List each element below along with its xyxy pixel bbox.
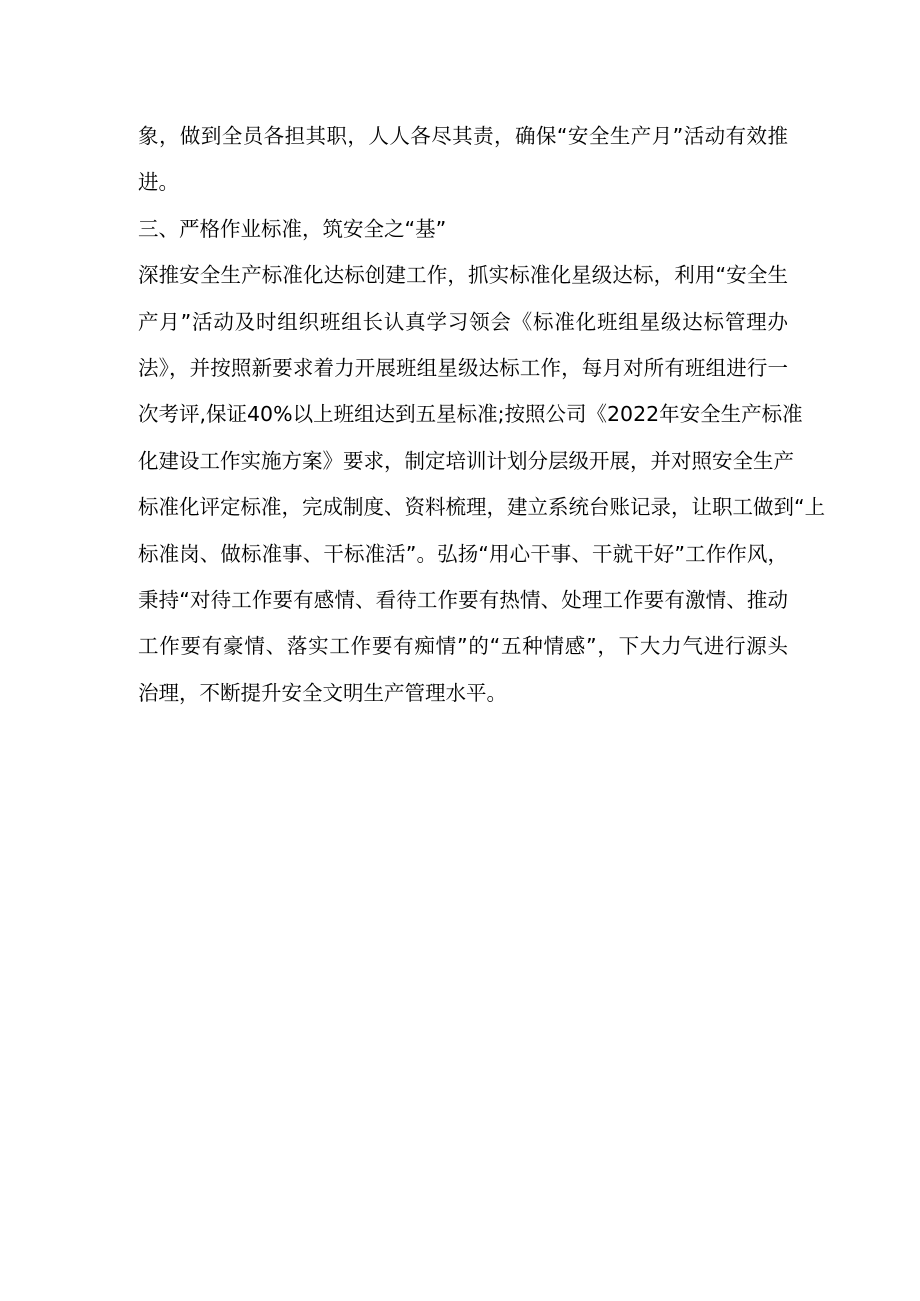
continuation-line-1: 象，做到全员各担其职，人人各尽其责，确保“安全生产月”活动有效推 <box>138 124 788 148</box>
continuation-line-2: 进。 <box>138 170 179 195</box>
paragraph-line-8: 秉持“对待工作要有感情、看待工作要有热情、处理工作要有激情、推动 <box>138 587 788 612</box>
paragraph-line-7: 标准岗、做标准事、干标准活”。弘扬“用心干事、干就干好”工作作风， <box>138 541 788 566</box>
paragraph-line-5: 化建设工作实施方案》要求，制定培训计划分层级开展，并对照安全生产 <box>138 448 794 473</box>
paragraph-line-4: 次考评,保证40%以上班组达到五星标准;按照公司《2022年安全生产标准 <box>138 402 803 427</box>
paragraph-line-1: 深推安全生产标准化达标创建工作，抓实标准化星级达标，利用“安全生 <box>138 263 788 288</box>
paragraph-line-2: 产月”活动及时组织班组长认真学习领会《标准化班组星级达标管理办 <box>138 309 788 334</box>
paragraph-line-10: 治理，不断提升安全文明生产管理水平。 <box>138 680 507 705</box>
paragraph-line-3: 法》，并按照新要求着力开展班组星级达标工作，每月对所有班组进行一 <box>138 355 788 380</box>
paragraph-line-9: 工作要有豪情、落实工作要有痴情”的“五种情感”，下大力气进行源头 <box>138 634 788 659</box>
paragraph-line-6: 标准化评定标准，完成制度、资料梳理，建立系统台账记录，让职工做到“上 <box>138 495 826 520</box>
section-heading: 三、严格作业标准，筑安全之“基” <box>138 216 447 241</box>
document-body <box>138 113 826 716</box>
